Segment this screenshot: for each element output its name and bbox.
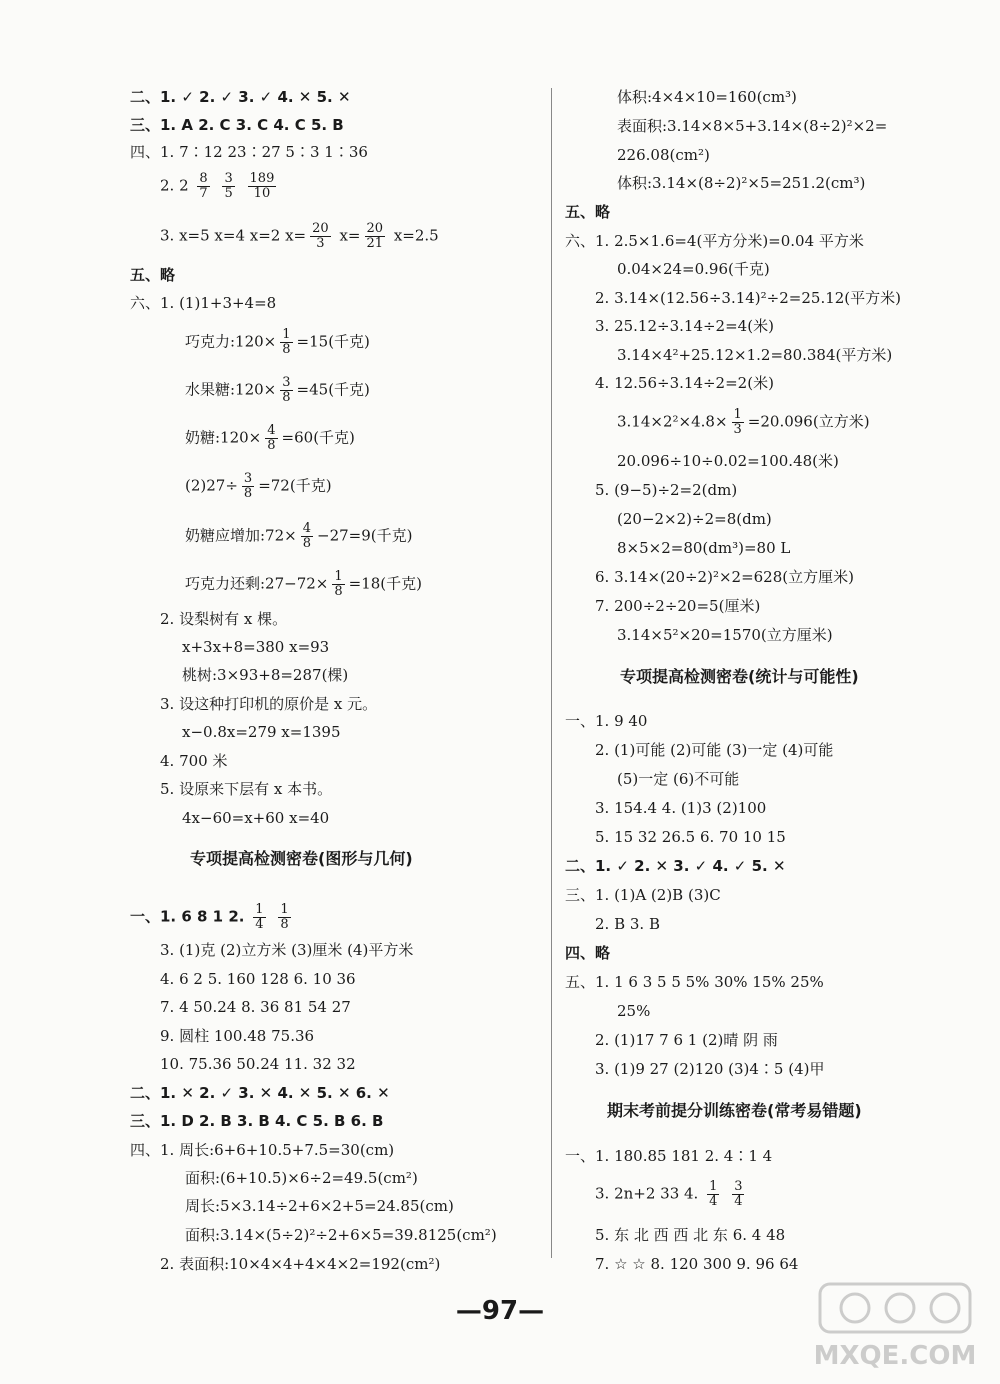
- answer-line: 一、1. 9 40: [565, 712, 648, 730]
- answer-line: 3. (1)克 (2)立方米 (3)厘米 (4)平方米: [160, 941, 414, 959]
- text: =18(千克): [348, 574, 423, 593]
- text: −27=9(千克): [317, 526, 413, 545]
- fraction: [280, 328, 292, 357]
- answer-line: x−0.8x=279 x=1395: [182, 723, 341, 741]
- fraction: [242, 472, 254, 501]
- answer-line: 五、略: [565, 203, 611, 221]
- answer-line: (5)一定 (6)不可能: [617, 770, 740, 788]
- fraction: [732, 408, 744, 437]
- answer-line: 2. 表面积:10×4×4+4×4×2=192(cm²): [160, 1255, 441, 1273]
- numerator: 20: [312, 221, 329, 236]
- text: 一、1. 6 8 1 2.: [130, 907, 245, 926]
- numerator: 1: [709, 1179, 718, 1194]
- text: 巧克力还剩:27−72×: [185, 574, 329, 593]
- fraction: [197, 172, 209, 201]
- answer-line: 7. 200÷2÷20=5(厘米): [595, 597, 761, 615]
- answer-line: [160, 222, 439, 251]
- answer-line: [185, 570, 422, 599]
- answer-line: [185, 522, 412, 551]
- denominator: 8: [334, 584, 343, 599]
- fraction: [253, 903, 265, 932]
- denominator: 8: [280, 917, 289, 932]
- fraction: [301, 522, 313, 551]
- text: x=: [339, 226, 361, 245]
- denominator: 3: [316, 236, 325, 251]
- denominator: 21: [366, 236, 384, 251]
- fraction: [332, 570, 344, 599]
- fraction: [280, 376, 292, 405]
- denominator: 8: [282, 390, 291, 405]
- text: =72(千克): [258, 476, 332, 495]
- answer-line: 25%: [617, 1002, 651, 1020]
- answer-line: 3.14×4²+25.12×1.2=80.384(平方米): [617, 346, 893, 364]
- answer-line: 面积:(6+10.5)×6÷2=49.5(cm²): [185, 1169, 418, 1187]
- answer-line: 5. 设原来下层有 x 本书。: [160, 780, 333, 798]
- answer-line: 一、1. 180.85 181 2. 4∶1 4: [565, 1147, 773, 1165]
- numerator: 3: [243, 471, 253, 486]
- section-heading: 专项提高检测密卷(统计与可能性): [620, 667, 859, 686]
- text: =60(千克): [281, 428, 355, 447]
- text: 水果糖:120×: [185, 380, 277, 399]
- text: 3. x=5 x=4 x=2 x=: [160, 226, 307, 245]
- fraction: [365, 222, 386, 251]
- text: 巧克力:120×: [185, 332, 277, 351]
- answer-line: 3. 154.4 4. (1)3 (2)100: [595, 799, 767, 817]
- answer-line: 2. (1)17 7 6 1 (2)晴 阴 雨: [595, 1031, 778, 1049]
- answer-line: 五、略: [130, 266, 176, 284]
- column-divider: [551, 88, 552, 1258]
- answer-line: 4. 6 2 5. 160 128 6. 10 36: [160, 970, 356, 988]
- numerator: 8: [199, 171, 208, 186]
- numerator: 1: [280, 902, 289, 917]
- numerator: 20: [366, 221, 384, 236]
- numerator: 4: [302, 521, 311, 536]
- section-heading: 期末考前提分训练密卷(常考易错题): [607, 1101, 862, 1120]
- answer-line: [160, 172, 280, 201]
- denominator: 8: [282, 342, 291, 357]
- answer-line: 4x−60=x+60 x=40: [182, 809, 330, 827]
- numerator: 3: [734, 1179, 743, 1194]
- fraction: [265, 424, 277, 453]
- answer-line: 10. 75.36 50.24 11. 32 32: [160, 1055, 356, 1073]
- answer-line: 三、1. D 2. B 3. B 4. C 5. B 6. B: [130, 1112, 384, 1130]
- answer-line: 3. 设这种打印机的原价是 x 元。: [160, 695, 378, 713]
- answer-line: 三、1. A 2. C 3. C 4. C 5. B: [130, 116, 344, 134]
- watermark-logo: [800, 1276, 990, 1376]
- answer-line: 四、1. 7∶12 23∶27 5∶3 1∶36: [130, 143, 368, 161]
- denominator: 7: [199, 186, 208, 201]
- answer-line: 226.08(cm²): [617, 146, 710, 164]
- answer-line: [185, 424, 355, 453]
- answer-line: 体积:4×4×10=160(cm³): [617, 88, 797, 106]
- fraction: [732, 1180, 744, 1209]
- denominator: 8: [243, 486, 253, 501]
- denominator: 10: [253, 186, 271, 201]
- answer-line: 2. 设梨树有 x 棵。: [160, 610, 288, 628]
- numerator: 4: [267, 423, 276, 438]
- text: 奶糖应增加:72×: [185, 526, 297, 545]
- answer-line: [185, 328, 370, 357]
- answer-line: 6. 3.14×(20÷2)²×2=628(立方厘米): [595, 568, 854, 586]
- answer-line: 5. 15 32 26.5 6. 70 10 15: [595, 828, 786, 846]
- page-number: —97—: [455, 1296, 545, 1326]
- answer-line: 7. ☆ ☆ 8. 120 300 9. 96 64: [595, 1255, 799, 1273]
- answer-line: (20−2×2)÷2=8(dm): [617, 510, 772, 528]
- answer-line: [185, 472, 332, 501]
- fraction: [278, 903, 290, 932]
- answer-line: [130, 903, 295, 932]
- denominator: 4: [734, 1194, 743, 1209]
- answer-line: 3. (1)9 27 (2)120 (3)4∶5 (4)甲: [595, 1060, 825, 1078]
- section-heading: 专项提高检测密卷(图形与几何): [190, 849, 413, 868]
- answer-line: 桃树:3×93+8=287(棵): [182, 666, 349, 684]
- answer-line: 五、1. 1 6 3 5 5 5% 30% 15% 25%: [565, 973, 824, 991]
- fraction: [248, 172, 277, 201]
- answer-line: [617, 408, 870, 437]
- answer-line: 体积:3.14×(8÷2)²×5=251.2(cm³): [617, 174, 866, 192]
- answer-line: 8×5×2=80(dm³)=80 L: [617, 539, 791, 557]
- denominator: 4: [255, 917, 264, 932]
- answer-line: 7. 4 50.24 8. 36 81 54 27: [160, 998, 351, 1016]
- answer-line: 周长:5×3.14÷2+6×2+5=24.85(cm): [185, 1197, 454, 1215]
- answer-line: x+3x+8=380 x=93: [182, 638, 330, 656]
- fraction: [222, 172, 234, 201]
- text: 奶糖:120×: [185, 428, 262, 447]
- denominator: 5: [224, 186, 233, 201]
- answer-line: 2. (1)可能 (2)可能 (3)一定 (4)可能: [595, 741, 834, 759]
- answer-line: 四、1. 周长:6+6+10.5+7.5=30(cm): [130, 1141, 395, 1159]
- answer-line: 4. 12.56÷3.14÷2=2(米): [595, 374, 774, 392]
- answer-line: 20.096÷10÷0.02=100.48(米): [617, 452, 839, 470]
- answer-line: [185, 376, 370, 405]
- denominator: 8: [302, 536, 311, 551]
- numerator: 1: [255, 902, 264, 917]
- denominator: 4: [709, 1194, 718, 1209]
- text: 2. 2: [160, 176, 189, 195]
- numerator: 3: [282, 375, 291, 390]
- numerator: 1: [334, 569, 343, 584]
- answer-line: 六、1. 2.5×1.6=4(平方分米)=0.04 平方米: [565, 232, 864, 250]
- text: 3. 2n+2 33 4.: [595, 1184, 699, 1203]
- answer-line: 0.04×24=0.96(千克): [617, 260, 770, 278]
- denominator: 8: [267, 438, 276, 453]
- answer-line: 二、1. ✓ 2. ✕ 3. ✓ 4. ✓ 5. ✕: [565, 857, 786, 875]
- text: (2)27÷: [185, 476, 238, 495]
- answer-line: 3. 25.12÷3.14÷2=4(米): [595, 317, 774, 335]
- answer-line: 六、1. (1)1+3+4=8: [130, 294, 277, 312]
- denominator: 3: [733, 422, 742, 437]
- text: x=2.5: [393, 226, 439, 245]
- answer-line: 5. (9−5)÷2=2(dm): [595, 481, 738, 499]
- answer-line: 4. 700 米: [160, 752, 228, 770]
- answer-line: 2. B 3. B: [595, 915, 660, 933]
- numerator: 3: [224, 171, 233, 186]
- answer-line: 5. 东 北 西 西 北 东 6. 4 48: [595, 1226, 786, 1244]
- answer-line: 四、略: [565, 944, 611, 962]
- answer-line: 2. 3.14×(12.56÷3.14)²÷2=25.12(平方米): [595, 289, 901, 307]
- numerator: 189: [249, 171, 275, 186]
- answer-line: 二、1. ✕ 2. ✓ 3. ✕ 4. ✕ 5. ✕ 6. ✕: [130, 1084, 390, 1102]
- fraction: [707, 1180, 719, 1209]
- text: 3.14×2²×4.8×: [617, 412, 728, 431]
- answer-line: 9. 圆柱 100.48 75.36: [160, 1027, 315, 1045]
- text: =45(千克): [296, 380, 370, 399]
- answer-line: 表面积:3.14×8×5+3.14×(8÷2)²×2=: [617, 117, 888, 135]
- answer-line: 面积:3.14×(5÷2)²÷2+6×5=39.8125(cm²): [185, 1226, 497, 1244]
- fraction: [310, 222, 331, 251]
- answer-line: 二、1. ✓ 2. ✓ 3. ✓ 4. ✕ 5. ✕: [130, 88, 351, 106]
- watermark-text: MXQE.COM: [813, 1341, 977, 1371]
- answer-line: 三、1. (1)A (2)B (3)C: [565, 886, 721, 904]
- text: =15(千克): [296, 332, 370, 351]
- text: =20.096(立方米): [747, 412, 870, 431]
- answer-line: [595, 1180, 748, 1209]
- numerator: 1: [733, 407, 742, 422]
- numerator: 1: [282, 327, 291, 342]
- answer-line: 3.14×5²×20=1570(立方厘米): [617, 626, 833, 644]
